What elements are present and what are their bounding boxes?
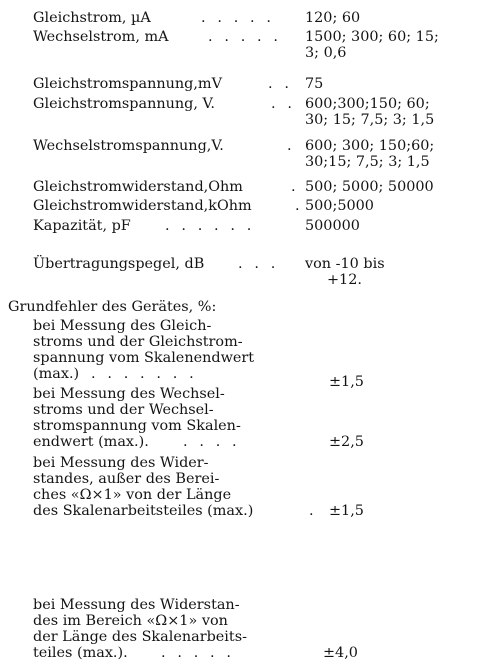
leader-dots: . . . . . .: [165, 218, 255, 234]
error-item-dc: [33, 318, 453, 390]
spec-value-line: 600; 300; 150;60;: [305, 138, 435, 154]
leader-dots: . . . . .: [161, 645, 235, 661]
spec-value-line: +12.: [327, 272, 362, 288]
leader-dots: . . . . . . .: [91, 366, 198, 382]
leader-dots: .: [291, 179, 300, 195]
error-item-resistance-x1: [33, 597, 453, 661]
error-text-line: bei Messung des Wechsel-: [33, 386, 225, 402]
spec-value-line: 600;300;150; 60;: [305, 96, 430, 112]
leader-dots: . . . .: [183, 434, 241, 450]
spec-value-line: 3; 0,6: [305, 45, 347, 61]
spec-value-line: 75: [305, 76, 324, 92]
spec-value: [305, 198, 374, 214]
spec-label: Kapazität, pF: [33, 218, 131, 234]
error-text-line: teiles (max.).: [33, 645, 128, 661]
spec-label: Gleichstromspannung, V.: [33, 96, 215, 112]
spec-value: [305, 29, 439, 61]
spec-value: [305, 179, 434, 195]
error-text-line: bei Messung des Gleich-: [33, 318, 212, 334]
error-text-line: des Skalenarbeitsteiles (max.): [33, 503, 254, 519]
error-text-line: endwert (max.).: [33, 434, 149, 450]
error-text-line: stroms und der Gleichstrom-: [33, 334, 243, 350]
spec-value-line: 500000: [305, 218, 360, 234]
leader-dots: . . . . .: [201, 10, 275, 26]
spec-label: Übertragungspegel, dB: [33, 256, 205, 272]
leader-dots: .: [295, 198, 304, 214]
tolerance-value: ±1,5: [329, 374, 364, 390]
spec-value-line: 500;5000: [305, 198, 374, 214]
spec-value-line: 30;15; 7,5; 3; 1,5: [305, 154, 430, 170]
spec-value-line: 500; 5000; 50000: [305, 179, 434, 195]
leader-dots: .: [287, 138, 296, 154]
spec-label: Wechselstromspannung,V.: [33, 138, 224, 154]
tolerance-value: ±4,0: [323, 645, 358, 661]
spec-value: [305, 76, 323, 92]
error-text-line: bei Messung des Wider-: [33, 455, 209, 471]
tolerance-value: ±1,5: [329, 503, 364, 519]
error-text-line: stroms und der Wechsel-: [33, 402, 214, 418]
leader-dots: . . . . .: [208, 29, 282, 45]
error-text-line: standes, außer des Berei-: [33, 471, 220, 487]
error-text-line: ches «Ω×1» von der Länge: [33, 487, 232, 503]
spec-value: [305, 96, 434, 128]
spec-value-line: 1500; 300; 60; 15;: [305, 29, 439, 45]
error-item-ac: [33, 386, 453, 450]
spec-value: [305, 218, 360, 234]
section-title: Grundfehler des Gerätes, %:: [8, 299, 217, 315]
leader-dots: . . .: [238, 256, 279, 272]
spec-value-line: von -10 bis: [305, 256, 385, 272]
leader-dots: .: [309, 503, 318, 519]
spec-label: Gleichstrom, µA: [33, 10, 151, 26]
spec-label: Gleichstromspannung,mV: [33, 76, 222, 92]
leader-dots: . .: [271, 96, 296, 112]
spec-value: [305, 138, 434, 170]
error-text-line: spannung vom Skalenendwert: [33, 350, 255, 366]
spec-value-line: 30; 15; 7,5; 3; 1,5: [305, 112, 435, 128]
tolerance-value: ±2,5: [329, 434, 364, 450]
spec-label: Gleichstromwiderstand,kOhm: [33, 198, 252, 214]
spec-value: [305, 10, 360, 26]
error-text-line: der Länge des Skalenarbeits-: [33, 629, 247, 645]
error-text-line: stromspannung vom Skalen-: [33, 418, 241, 434]
error-item-resistance: [33, 455, 453, 519]
spec-label: Gleichstromwiderstand,Ohm: [33, 179, 243, 195]
spec-value: [305, 256, 385, 288]
error-text-line: (max.): [33, 366, 80, 382]
spec-label: Wechselstrom, mA: [33, 29, 169, 45]
error-text-line: des im Bereich «Ω×1» von: [33, 613, 228, 629]
leader-dots: . .: [268, 76, 293, 92]
error-text-line: bei Messung des Widerstan-: [33, 597, 240, 613]
spec-value-line: 120; 60: [305, 10, 361, 26]
